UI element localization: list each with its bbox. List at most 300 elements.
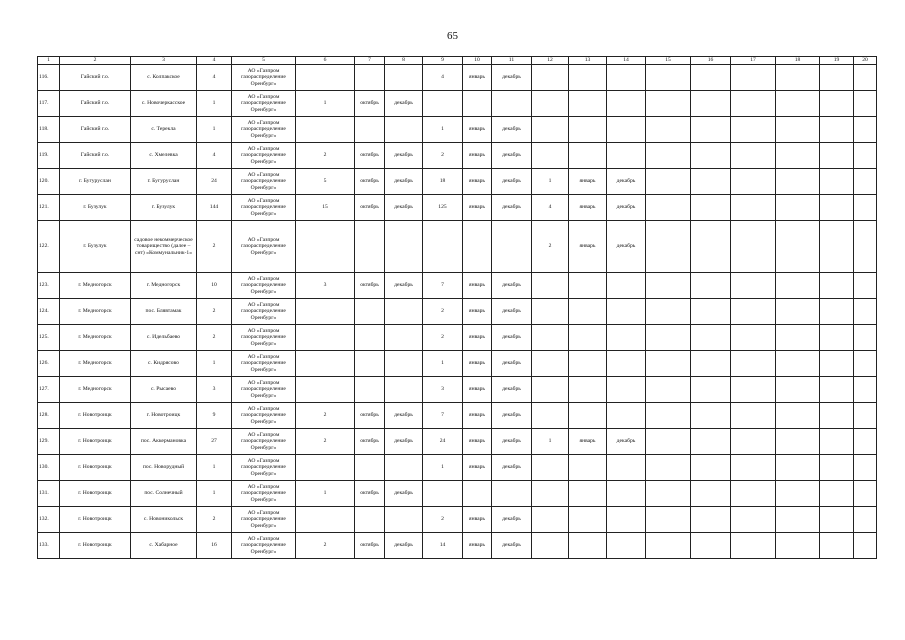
table-cell [296,299,355,325]
table-cell [854,91,877,117]
table-cell [569,481,607,507]
table-cell: 2 [532,221,569,273]
table-cell: октябрь [355,533,385,559]
page-number: 65 [447,30,458,42]
table-cell: г. Бугуруслан [60,169,131,195]
table-cell: Гайский г.о. [60,91,131,117]
table-cell [691,325,731,351]
table-cell [646,403,691,429]
table-cell: г. Бузулук [131,195,197,221]
table-cell: г. Новотроицк [60,507,131,533]
table-cell: октябрь [355,429,385,455]
table-cell [463,91,492,117]
table-cell: 1 [423,351,463,377]
table-cell: Гайский г.о. [60,143,131,169]
table-row [38,91,877,117]
table-cell: октябрь [355,91,385,117]
table-cell [532,507,569,533]
table-cell: декабрь [607,195,646,221]
table-cell [691,117,731,143]
table-cell: январь [463,403,492,429]
table-cell [646,351,691,377]
table-cell: 133. [38,533,60,559]
table-cell [691,507,731,533]
table-cell: с. Терекла [131,117,197,143]
table-cell: декабрь [385,273,423,299]
table-cell [820,169,854,195]
table-row [38,65,877,91]
table-cell [691,429,731,455]
table-cell [296,221,355,273]
table-cell [731,533,776,559]
table-cell: 27 [197,429,232,455]
table-cell [607,533,646,559]
table-cell: 1 [197,91,232,117]
table-cell [854,195,877,221]
table-cell [607,299,646,325]
table-cell [569,325,607,351]
table-cell [532,533,569,559]
table-cell [607,455,646,481]
table-cell [296,351,355,377]
table-cell [355,455,385,481]
table-cell [691,65,731,91]
table-cell [569,351,607,377]
table-cell: 1 [197,351,232,377]
table-cell [492,91,532,117]
table-cell: декабрь [492,455,532,481]
table-cell [569,403,607,429]
table-cell [731,143,776,169]
table-cell: с. Новоникольск [131,507,197,533]
table-cell: с. Хабарное [131,533,197,559]
table-cell: декабрь [492,377,532,403]
table-cell [820,65,854,91]
table-cell [646,507,691,533]
table-cell [691,221,731,273]
table-cell: с. Колпакское [131,65,197,91]
column-number-header: 3 [131,57,197,65]
table-cell: январь [569,221,607,273]
table-cell: 1 [296,481,355,507]
table-cell [646,117,691,143]
table-cell: январь [463,117,492,143]
table-cell [355,117,385,143]
column-number-header: 16 [691,57,731,65]
table-cell: 4 [197,65,232,91]
table-cell: АО «Газпром газораспределение Оренбург» [232,221,296,273]
table-cell [532,481,569,507]
table-cell [820,299,854,325]
table-cell [691,91,731,117]
table-row [38,117,877,143]
table-cell: АО «Газпром газораспределение Оренбург» [232,351,296,377]
table-header [38,57,877,65]
table-cell: 127. [38,377,60,403]
table-cell: декабрь [385,481,423,507]
table-cell: с. Рысаево [131,377,197,403]
column-number-header: 6 [296,57,355,65]
table-cell: г. Медногорск [60,299,131,325]
table-cell: январь [463,533,492,559]
table-cell [569,299,607,325]
table-cell: АО «Газпром газораспределение Оренбург» [232,429,296,455]
table-cell: с. Идельбаево [131,325,197,351]
table-cell [355,299,385,325]
table-cell [646,429,691,455]
table-cell [385,221,423,273]
table-cell: декабрь [492,507,532,533]
table-cell: декабрь [492,299,532,325]
table-cell [820,91,854,117]
table-cell: с. Кидрясово [131,351,197,377]
table-cell: декабрь [492,273,532,299]
table-cell: 124. [38,299,60,325]
table-cell: декабрь [492,429,532,455]
column-number-header: 15 [646,57,691,65]
table-cell [646,481,691,507]
table-cell [854,117,877,143]
table-cell [691,169,731,195]
table-cell [854,507,877,533]
table-cell: 123. [38,273,60,299]
table-cell [607,403,646,429]
table-cell: 144 [197,195,232,221]
table-cell: декабрь [492,195,532,221]
table-cell [691,533,731,559]
column-number-header: 13 [569,57,607,65]
table-cell [355,221,385,273]
table-cell: 7 [423,403,463,429]
table-cell: 2 [296,143,355,169]
table-cell: 1 [197,455,232,481]
table-cell: 2 [197,299,232,325]
table-cell: январь [463,299,492,325]
table-cell: г. Бугуруслан [131,169,197,195]
table-cell: АО «Газпром газораспределение Оренбург» [232,455,296,481]
table-cell: г. Медногорск [60,377,131,403]
table-cell [820,533,854,559]
column-number-header: 2 [60,57,131,65]
table-cell [776,143,820,169]
table-cell: АО «Газпром газораспределение Оренбург» [232,273,296,299]
table-cell: 117. [38,91,60,117]
table-cell: 131. [38,481,60,507]
table-cell: 10 [197,273,232,299]
table-cell: АО «Газпром газораспределение Оренбург» [232,403,296,429]
table-cell [820,117,854,143]
table-cell [691,143,731,169]
table-cell [355,351,385,377]
table-cell: г. Медногорск [60,351,131,377]
table-cell [532,273,569,299]
table-row [38,351,877,377]
column-number-header: 20 [854,57,877,65]
table-cell [820,195,854,221]
table-cell [854,221,877,273]
table-cell: 9 [197,403,232,429]
table-cell: АО «Газпром газораспределение Оренбург» [232,169,296,195]
table-cell: январь [569,169,607,195]
table-cell [385,65,423,91]
table-row [38,403,877,429]
table-cell: январь [463,455,492,481]
table-cell [463,221,492,273]
table-cell: октябрь [355,195,385,221]
table-cell: декабрь [607,221,646,273]
table-cell [731,299,776,325]
column-number-header: 18 [776,57,820,65]
table-cell [296,325,355,351]
table-cell [776,91,820,117]
table-cell [423,481,463,507]
column-number-header: 9 [423,57,463,65]
table-cell: январь [463,351,492,377]
table-cell [776,195,820,221]
table-cell: 1 [296,91,355,117]
table-cell [731,91,776,117]
column-number-header: 8 [385,57,423,65]
table-cell [776,351,820,377]
table-cell [385,325,423,351]
table-cell [532,65,569,91]
table-cell: декабрь [492,169,532,195]
table-cell: АО «Газпром газораспределение Оренбург» [232,507,296,533]
table-cell: 18 [423,169,463,195]
table-cell [569,143,607,169]
table-cell [355,507,385,533]
table-cell [646,65,691,91]
table-cell [646,273,691,299]
table-cell: декабрь [607,169,646,195]
table-cell [820,377,854,403]
table-cell: 125. [38,325,60,351]
table-row [38,455,877,481]
table-cell: январь [463,325,492,351]
table-cell [776,325,820,351]
table-cell [569,533,607,559]
table-cell [532,377,569,403]
table-cell: декабрь [385,403,423,429]
table-cell [355,65,385,91]
table-cell [646,533,691,559]
table-cell: январь [463,507,492,533]
table-cell [731,481,776,507]
table-cell [492,481,532,507]
table-cell [691,273,731,299]
table-cell: г. Новотроицк [60,403,131,429]
table-cell: декабрь [385,169,423,195]
column-number-header: 10 [463,57,492,65]
table-row [38,429,877,455]
table-cell [607,91,646,117]
table-cell [854,273,877,299]
table-cell: декабрь [385,429,423,455]
column-number-header: 14 [607,57,646,65]
table-cell: 120. [38,169,60,195]
table-cell: январь [463,273,492,299]
table-cell [691,481,731,507]
table-cell [820,481,854,507]
table-cell [385,455,423,481]
table-cell [355,377,385,403]
table-cell [776,481,820,507]
table-cell [776,273,820,299]
table-cell: декабрь [492,533,532,559]
table-cell [776,169,820,195]
table-cell [532,403,569,429]
table-row [38,325,877,351]
table-cell: 14 [423,533,463,559]
table-cell [646,221,691,273]
table-cell [820,455,854,481]
table-cell: декабрь [492,65,532,91]
table-cell: январь [569,195,607,221]
table-cell [423,221,463,273]
table-cell: АО «Газпром газораспределение Оренбург» [232,91,296,117]
table-cell [569,65,607,91]
table-cell [691,403,731,429]
table-cell [463,481,492,507]
table-cell: пос. Новорудный [131,455,197,481]
table-cell [820,221,854,273]
table-cell: г. Новотроицк [131,403,197,429]
table-cell: 24 [197,169,232,195]
column-number-header: 12 [532,57,569,65]
table-cell: 1 [423,117,463,143]
table-cell: январь [463,169,492,195]
table-cell: г. Медногорск [60,273,131,299]
table-cell: 116. [38,65,60,91]
table-cell: 126. [38,351,60,377]
column-number-header: 7 [355,57,385,65]
table-cell: пос. Блявтамак [131,299,197,325]
table-cell [820,351,854,377]
table-cell [532,325,569,351]
table-cell: АО «Газпром газораспределение Оренбург» [232,195,296,221]
table-row [38,221,877,273]
table-cell [607,507,646,533]
column-number-header: 1 [38,57,60,65]
table-cell [854,143,877,169]
table-cell: декабрь [492,143,532,169]
table-cell: 129. [38,429,60,455]
table-cell [854,403,877,429]
table-cell [731,221,776,273]
table-cell: 3 [197,377,232,403]
table-cell: 3 [423,377,463,403]
table-cell: г. Новотроицк [60,429,131,455]
table-cell: г. Новотроицк [60,455,131,481]
table-cell: январь [463,195,492,221]
table-cell [731,351,776,377]
table-cell [854,481,877,507]
table-cell [569,507,607,533]
table-cell [607,325,646,351]
table-cell [569,377,607,403]
table-cell: г. Бузулук [60,221,131,273]
table-cell [776,65,820,91]
table-cell [776,455,820,481]
table-cell [569,117,607,143]
table-cell: октябрь [355,403,385,429]
table-cell: 132. [38,507,60,533]
table-cell: г. Бузулук [60,195,131,221]
table-cell: 2 [197,507,232,533]
table-cell: октябрь [355,143,385,169]
table-cell: г. Новотроицк [60,533,131,559]
table-cell [385,377,423,403]
table-cell [854,169,877,195]
table-cell [296,377,355,403]
table-cell: 2 [197,221,232,273]
table-cell [355,325,385,351]
table-cell: январь [569,429,607,455]
table-cell [296,117,355,143]
table-cell: АО «Газпром газораспределение Оренбург» [232,117,296,143]
table-cell: декабрь [492,351,532,377]
table-cell [820,325,854,351]
table-cell [820,507,854,533]
table-cell: декабрь [385,91,423,117]
table-cell: 119. [38,143,60,169]
table-cell [607,117,646,143]
table-cell: 24 [423,429,463,455]
table-cell [854,377,877,403]
table-cell [731,455,776,481]
table-cell: 2 [423,299,463,325]
table-cell [776,221,820,273]
table-cell [731,507,776,533]
table-cell: 1 [532,429,569,455]
table-cell: 16 [197,533,232,559]
table-cell [296,455,355,481]
table-cell: декабрь [607,429,646,455]
column-number-header: 11 [492,57,532,65]
table-cell [646,169,691,195]
table-cell [776,429,820,455]
table-cell [492,221,532,273]
table-cell: октябрь [355,481,385,507]
table-cell [776,377,820,403]
table-cell: г. Медногорск [131,273,197,299]
table-row [38,273,877,299]
table-cell [776,507,820,533]
table-cell [691,299,731,325]
table-cell [776,403,820,429]
table-cell [607,481,646,507]
table-cell: с. Хмелевка [131,143,197,169]
column-number-header: 19 [820,57,854,65]
table-cell [854,299,877,325]
table-cell: январь [463,143,492,169]
table-cell [731,273,776,299]
table-cell [296,65,355,91]
table-cell: пос. Солнечный [131,481,197,507]
table-cell: декабрь [385,143,423,169]
table-cell [532,351,569,377]
table-cell [646,455,691,481]
table-cell: декабрь [385,195,423,221]
table-cell: 1 [423,455,463,481]
table-cell [385,507,423,533]
table-cell: 4 [423,65,463,91]
table-cell: 122. [38,221,60,273]
table-cell: АО «Газпром газораспределение Оренбург» [232,377,296,403]
table-cell: АО «Газпром газораспределение Оренбург» [232,481,296,507]
table-row [38,195,877,221]
table-cell: январь [463,65,492,91]
